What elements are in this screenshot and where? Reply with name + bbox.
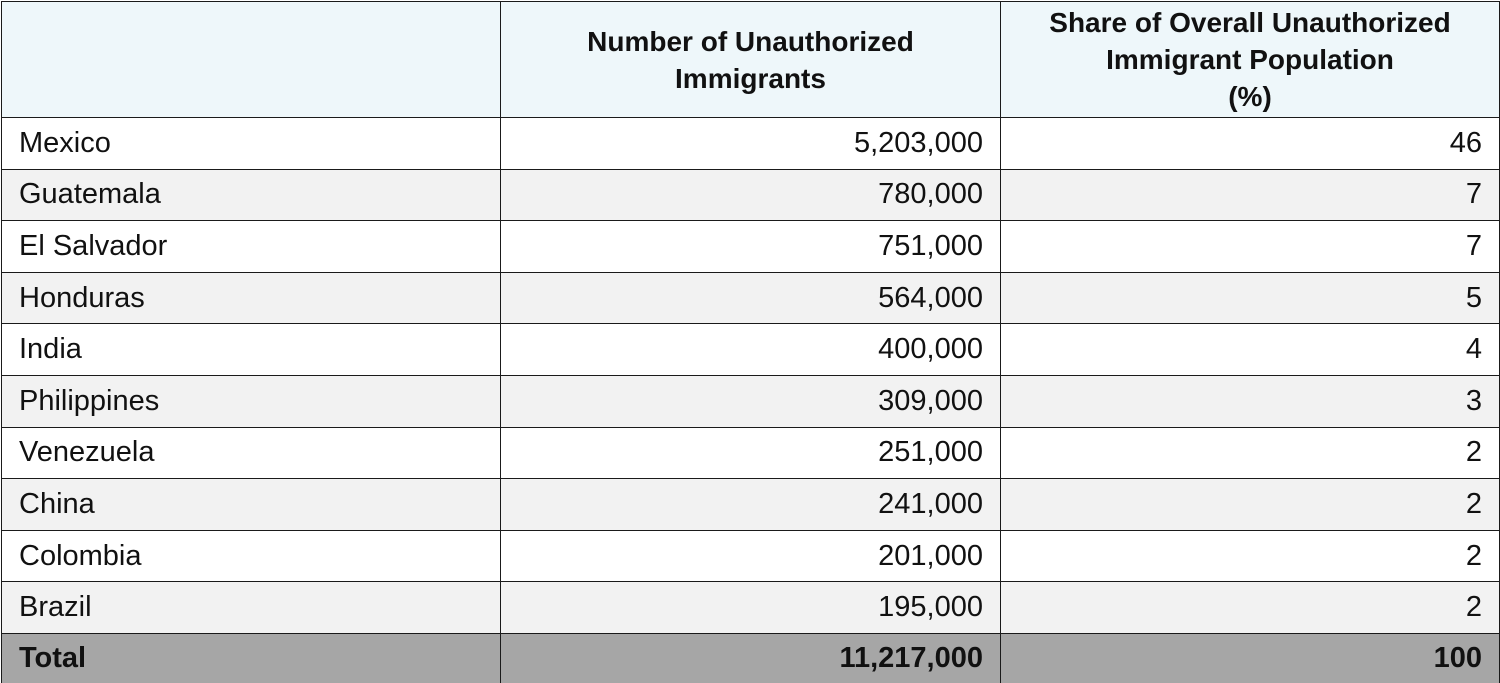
number-cell: 309,000 [501, 375, 1001, 427]
number-cell: 564,000 [501, 272, 1001, 324]
total-number: 11,217,000 [501, 633, 1001, 683]
country-cell: Venezuela [2, 427, 501, 479]
share-cell: 7 [1001, 169, 1500, 221]
number-cell: 241,000 [501, 479, 1001, 531]
share-cell: 5 [1001, 272, 1500, 324]
header-share-line: Share of Overall Unauthorized [1049, 7, 1451, 38]
table-row [2, 221, 1500, 273]
share-cell: 2 [1001, 582, 1500, 634]
share-cell: 2 [1001, 479, 1500, 531]
country-cell: Guatemala [2, 169, 501, 221]
country-cell: Colombia [2, 530, 501, 582]
header-share-line: (%) [1228, 81, 1272, 112]
number-cell: 400,000 [501, 324, 1001, 376]
header-country [2, 2, 501, 118]
share-cell: 2 [1001, 427, 1500, 479]
table-row [2, 169, 1500, 221]
country-cell: Honduras [2, 272, 501, 324]
table-row [2, 375, 1500, 427]
country-cell: Mexico [2, 118, 501, 170]
share-cell: 2 [1001, 530, 1500, 582]
table-row [2, 427, 1500, 479]
table-row [2, 530, 1500, 582]
country-cell: Brazil [2, 582, 501, 634]
immigrant-population-table [1, 1, 1500, 683]
number-cell: 251,000 [501, 427, 1001, 479]
country-cell: India [2, 324, 501, 376]
number-cell: 195,000 [501, 582, 1001, 634]
table-row [2, 582, 1500, 634]
table-row [2, 479, 1500, 531]
table-row [2, 324, 1500, 376]
header-row [2, 2, 1500, 118]
share-cell: 7 [1001, 221, 1500, 273]
header-number-line: Immigrants [675, 62, 826, 94]
country-cell: Philippines [2, 375, 501, 427]
header-share [1001, 2, 1500, 118]
number-cell: 751,000 [501, 221, 1001, 273]
total-label: Total [2, 633, 501, 683]
number-cell: 5,203,000 [501, 118, 1001, 170]
header-share-line: Immigrant Population [1106, 44, 1394, 75]
country-cell: China [2, 479, 501, 531]
header-number-line: Number of Unauthorized [587, 25, 914, 57]
total-share: 100 [1001, 633, 1500, 683]
header-number [501, 2, 1001, 118]
total-row [2, 633, 1500, 683]
share-cell: 46 [1001, 118, 1500, 170]
country-cell: El Salvador [2, 221, 501, 273]
share-cell: 3 [1001, 375, 1500, 427]
table-row [2, 118, 1500, 170]
number-cell: 780,000 [501, 169, 1001, 221]
number-cell: 201,000 [501, 530, 1001, 582]
table-row [2, 272, 1500, 324]
share-cell: 4 [1001, 324, 1500, 376]
